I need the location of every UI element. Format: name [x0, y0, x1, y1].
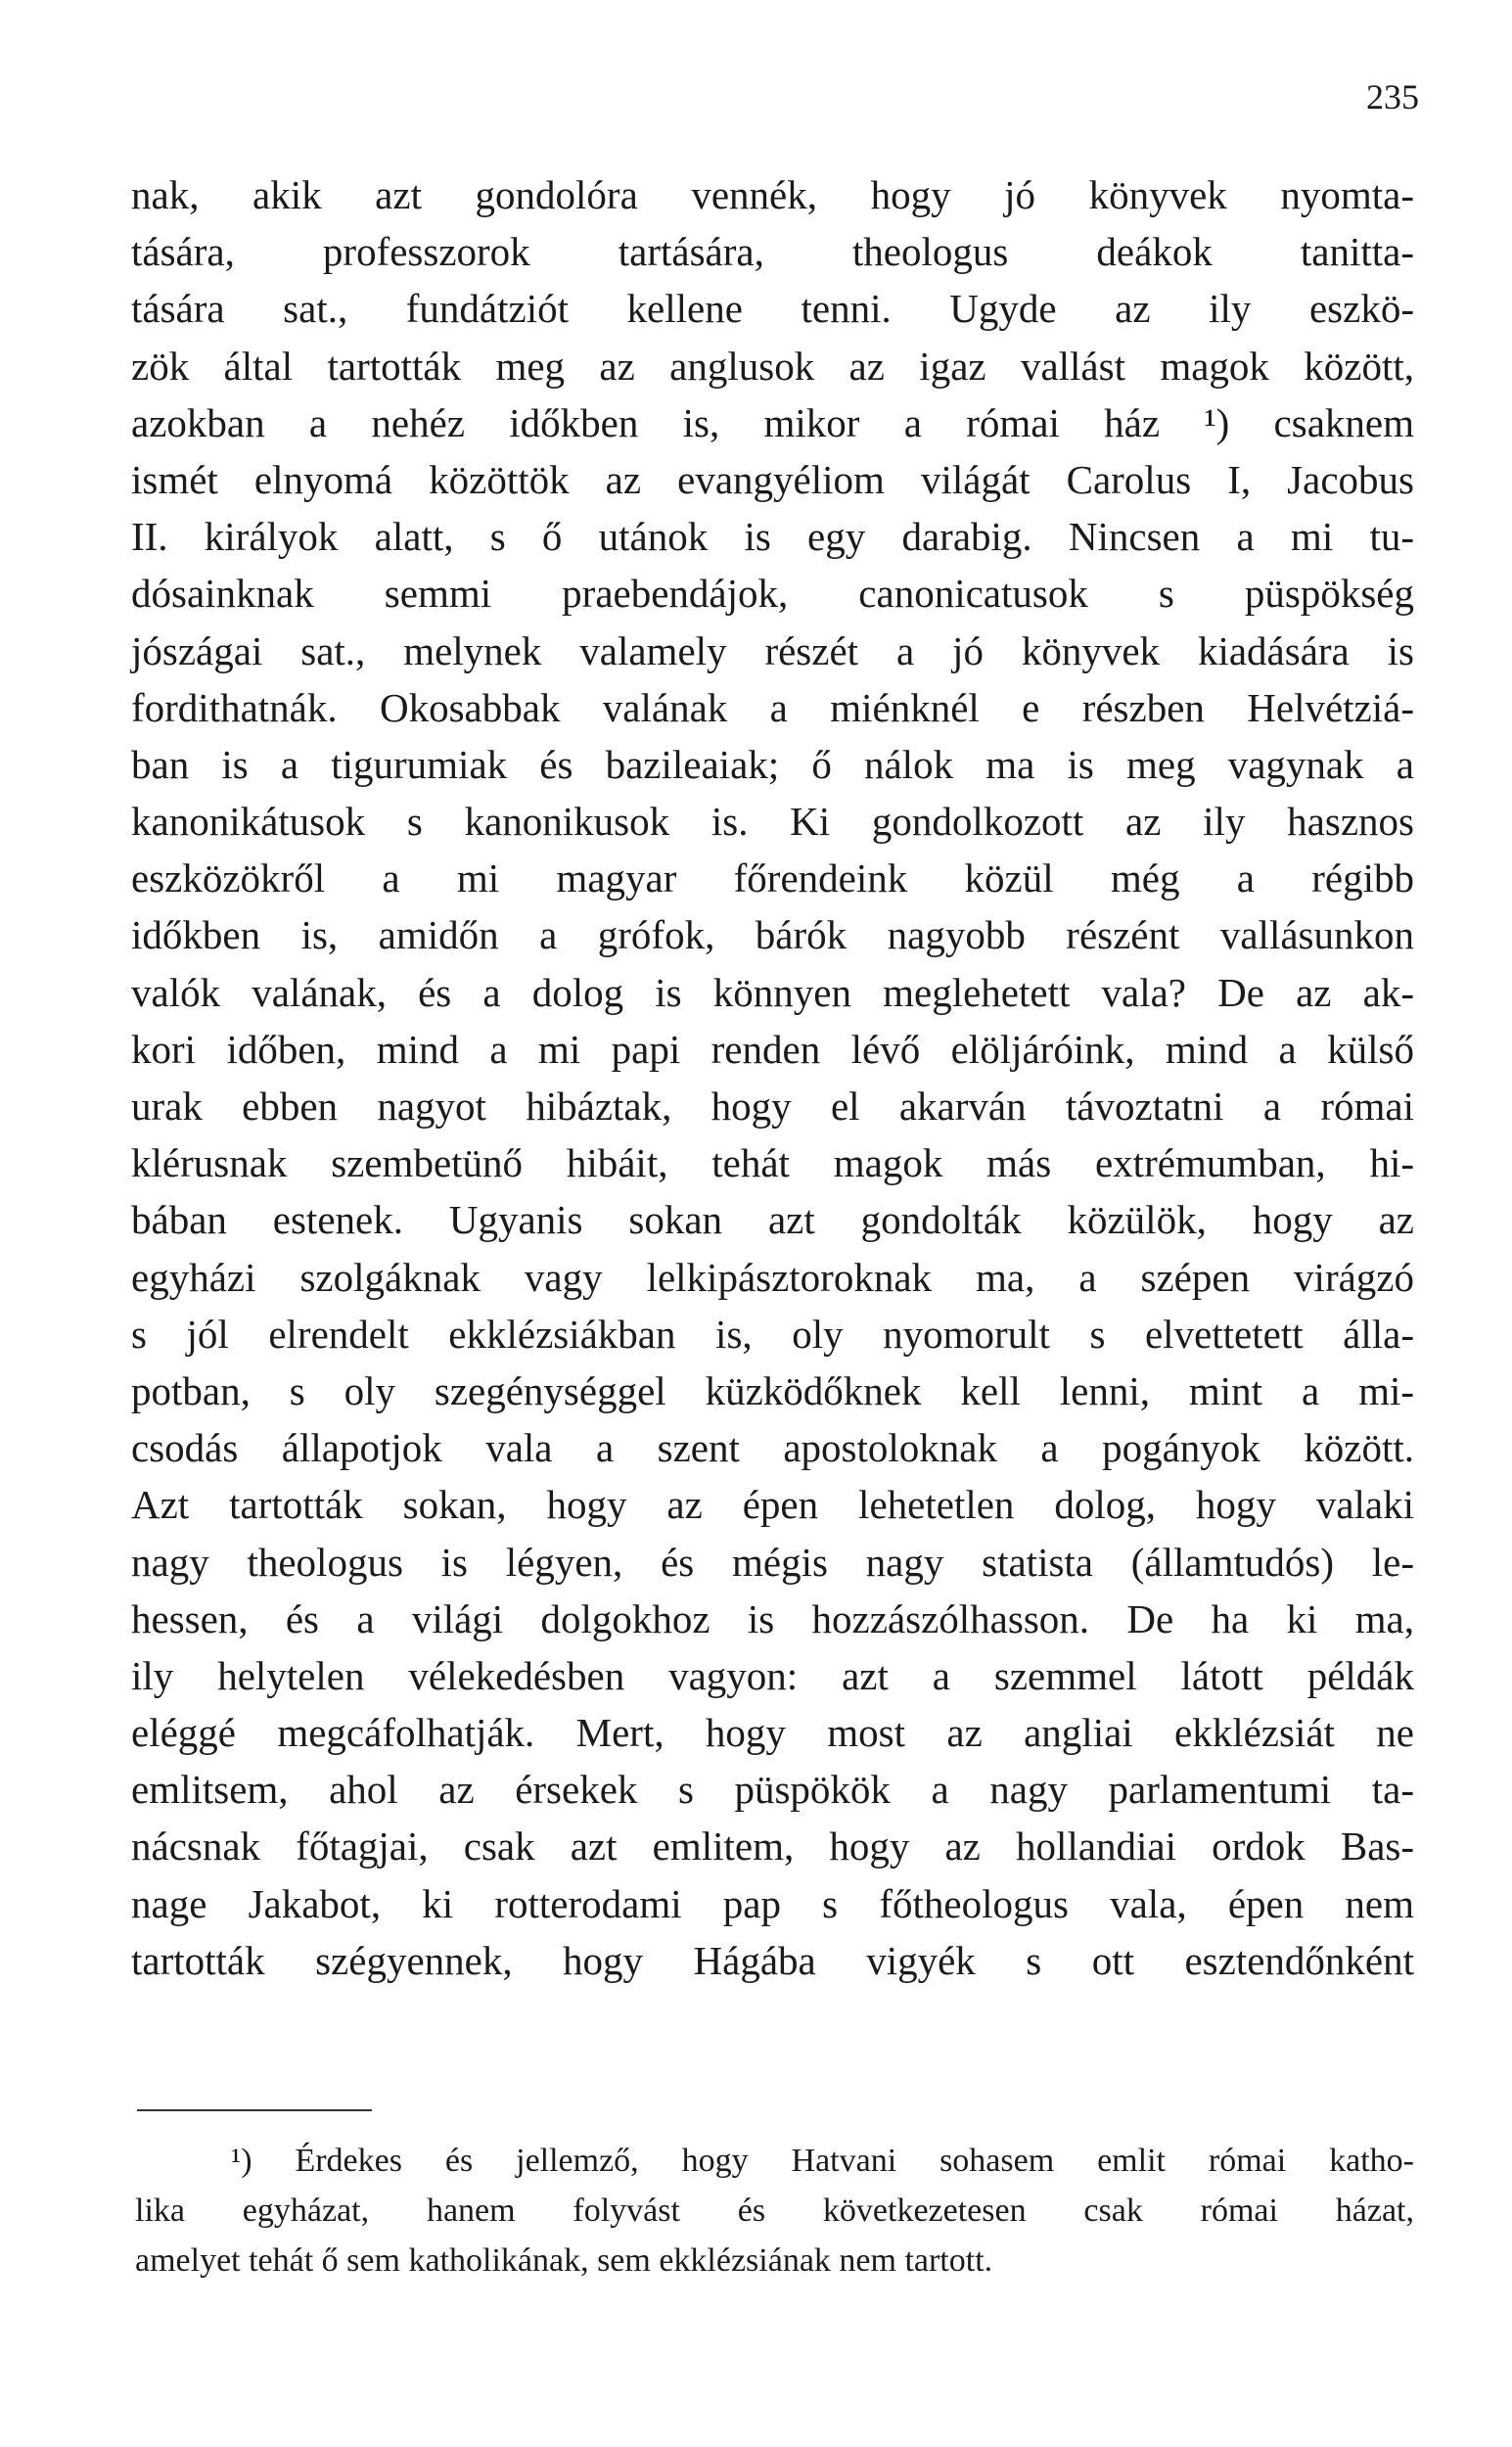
body-line: Azt tartották sokan, hogy az épen lehetetlen dolog, hogy valaki [131, 1482, 1414, 1528]
body-line: zök által tartották meg az anglusok az igaz vallást magok között, [131, 343, 1414, 389]
body-line: II. királyok alatt, s ő utánok is egy darabig. Nincsen a mi tu- [131, 514, 1414, 560]
body-line: ban is a tigurumiak és bazileaiak; ő nálok ma is meg vagynak a [131, 741, 1414, 787]
body-line: dósainknak semmi praebendájok, canonicatusok s püspökség [131, 571, 1414, 617]
body-line: nak, akik azt gondolóra vennék, hogy jó könyvek nyomta- [131, 172, 1414, 217]
footnote-line: lika egyházat, hanem folyvást és következetesen csak római házat, [135, 2193, 1414, 2229]
body-line: emlitsem, ahol az érsekek s püspökök a nagy parlamentumi ta- [131, 1767, 1414, 1813]
body-line: csodás állapotjok vala a szent apostoloknak a pogányok között. [131, 1425, 1414, 1471]
body-line: urak ebben nagyot hibáztak, hogy el akarván távoztatni a római [131, 1084, 1414, 1129]
body-line: ismét elnyomá közöttök az evangyéliom világát Carolus I, Jacobus [131, 456, 1414, 502]
body-text [131, 166, 1414, 1989]
body-line: valók valának, és a dolog is könnyen meglehetett vala? De az ak- [131, 969, 1414, 1015]
body-line: nage Jakabot, ki rotterodami pap s főtheologus vala, épen nem [131, 1880, 1414, 1926]
body-line: kanonikátusok s kanonikusok is. Ki gondolkozott az ily hasznos [131, 799, 1414, 845]
footnote-line: ¹) Érdekes és jellemző, hogy Hatvani sohasem emlit római katho- [231, 2143, 1414, 2179]
body-line: eléggé megcáfolhatják. Mert, hogy most az angliai ekklézsiát ne [131, 1710, 1414, 1756]
body-line: eszközökről a mi magyar főrendeink közül még a régibb [131, 855, 1414, 901]
body-line: időkben is, amidőn a grófok, bárók nagyobb részént vallásunkon [131, 912, 1414, 958]
footnote [135, 2136, 1414, 2285]
body-line: jószágai sat., melynek valamely részét a jó könyvek kiadására is [131, 627, 1414, 673]
body-line: egyházi szolgáknak vagy lelkipásztoroknak ma, a szépen virágzó [131, 1254, 1414, 1300]
body-line: tására, professzorok tartására, theologus deákok tanitta- [131, 229, 1414, 275]
body-line: kori időben, mind a mi papi renden lévő elöljáróink, mind a külső [131, 1026, 1414, 1072]
body-line: azokban a nehéz időkben is, mikor a római ház ¹) csaknem [131, 399, 1414, 445]
body-line: nagy theologus is légyen, és mégis nagy statista (államtudós) le- [131, 1539, 1414, 1585]
body-line: potban, s oly szegénységgel küzködőknek kell lenni, mint a mi- [131, 1367, 1414, 1413]
body-line: ily helytelen vélekedésben vagyon: azt a szemmel látott példák [131, 1652, 1414, 1698]
body-line: hessen, és a világi dolgokhoz is hozzászólhasson. De ha ki ma, [131, 1595, 1414, 1641]
body-line: fordithatnák. Okosabbak valának a miénknél e részben Helvétziá- [131, 684, 1414, 730]
body-line: tására sat., fundátziót kellene tenni. Ugyde az ily eszkö- [131, 286, 1414, 332]
page-number: 235 [1366, 77, 1419, 116]
body-line: nácsnak főtagjai, csak azt emlitem, hogy az hollandiai ordok Bas- [131, 1824, 1414, 1870]
footnote-divider [137, 2109, 372, 2111]
body-line: tartották szégyennek, hogy Hágába vigyék s ott esztendőnként [131, 1937, 1414, 1983]
body-line: klérusnak szembetünő hibáit, tehát magok más extrémumban, hi- [131, 1140, 1414, 1186]
footnote-line: amelyet tehát ő sem katholikának, sem ekklézsiának nem tartott. [135, 2242, 993, 2279]
body-line: bában estenek. Ugyanis sokan azt gondolták közülök, hogy az [131, 1197, 1414, 1243]
body-line: s jól elrendelt ekklézsiákban is, oly nyomorult s elvettetett álla- [131, 1311, 1414, 1357]
